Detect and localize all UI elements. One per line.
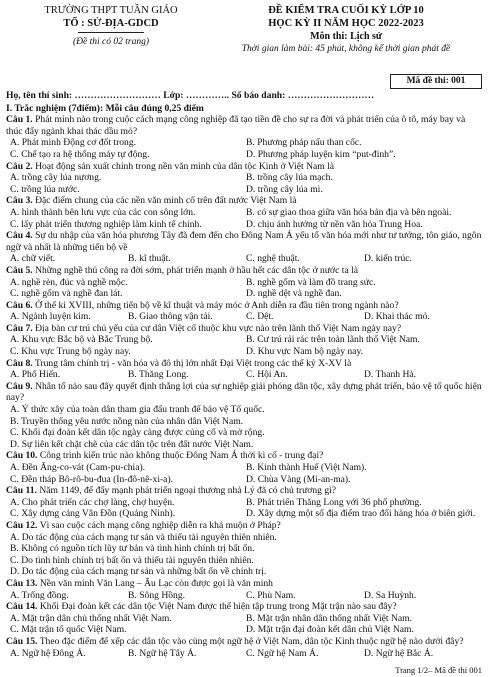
answer-option: D. chịu ảnh hưởng từ nền văn hóa Trung Hoa.	[246, 218, 423, 230]
question-5	[6, 265, 482, 277]
answer-option: B. nghề gốm và làm đồ trang sức.	[246, 276, 376, 288]
exam-subject: Môn thi: Lịch sử	[310, 31, 382, 42]
answer-row	[6, 508, 482, 520]
question-label: Câu 4.	[6, 230, 33, 242]
answer-option: B. Phát triển Thăng Long với 36 phố phường.	[246, 496, 422, 508]
answer-option: C. Khối đại đoàn kết dân tộc ngày càng được củng cố và mở rộng.	[10, 427, 265, 439]
question-9	[6, 381, 482, 404]
answer-option: C. Chế tạo ra hệ thống máy tự động.	[10, 148, 150, 160]
answer-option: D. Thanh Hà.	[364, 369, 417, 381]
exam-time: Thời gian làm bài: 45 phút, không kể thời gian phát đề	[241, 44, 451, 54]
question-text: Sự du nhập của văn hóa phương Tây đã đem đến cho Đông Nam Á yếu tố văn hóa mới như tư tưởng, tôn giáo, ngôn ngữ và nhất là những tiến bộ về	[6, 230, 482, 253]
answer-option: B. trồng cây lúa mạch.	[246, 172, 333, 184]
answer-row	[6, 613, 482, 625]
question-label: Câu 8.	[6, 357, 33, 369]
answer-option: B. Kinh thành Huế (Việt Nam).	[246, 462, 367, 473]
answer-option: D. Ngữ hệ Bắc Á.	[364, 647, 434, 659]
answer-option: C. Đền tháp Bô-rô-bu-đua (In-đô-nê-xi-a).	[10, 473, 174, 485]
answer-option: A. Mặt trận dân chủ thống nhất Việt Nam.	[10, 612, 172, 624]
answer-option: C. nghề gốm và nghề đan lát.	[10, 288, 123, 300]
answer-row	[6, 462, 482, 474]
question-label: Câu 10.	[6, 450, 38, 462]
question-14	[6, 601, 482, 613]
question-6	[6, 300, 482, 312]
question-label: Câu 6.	[6, 299, 33, 311]
answer-option: D. Mặt trận đại đoàn kết dân chủ Việt Nam.	[246, 624, 414, 636]
question-10	[6, 450, 482, 462]
exam-body	[6, 90, 482, 659]
question-7	[6, 323, 482, 335]
exam-term: HỌC KỲ II NĂM HỌC 2022-2023	[268, 18, 424, 29]
question-label: Câu 2.	[6, 160, 33, 172]
answer-option: A. Ý thức xây của toàn dân tham gia đấu tranh để bảo vệ Tổ quốc.	[10, 404, 265, 416]
header-left	[6, 4, 216, 48]
answer-row	[6, 277, 482, 289]
question-text: Trung tâm chính trị - văn hóa và đô thị lớn nhất Đại Việt trong các thế kỷ X-XV là	[34, 357, 352, 369]
question-3	[6, 195, 482, 207]
answer-row	[6, 648, 482, 660]
answer-row	[6, 219, 482, 231]
question-1	[6, 114, 482, 137]
answer-option: C. nghệ thuật.	[246, 253, 300, 265]
answer-row	[6, 207, 482, 219]
answer-option: C. Phù Nam.	[246, 589, 296, 601]
answer-option: B. Truyền thống yêu nước nồng nàn của nhân dân Việt Nam.	[10, 415, 244, 427]
answer-row	[6, 311, 482, 323]
question-13	[6, 578, 482, 590]
answer-option: B. Không có nguồn tích lũy tư bản và tình hình chính trị bất ổn.	[10, 543, 255, 555]
answer-row	[6, 497, 482, 509]
question-8	[6, 358, 482, 370]
answer-option: D. Khu vực Nam bộ ngày nay.	[246, 346, 364, 358]
question-label: Câu 13.	[6, 577, 38, 589]
answer-option: D. Khai thác mỏ.	[364, 311, 430, 323]
answer-option: C. lấy phát triển thương nghiệp làm kinh tế chính.	[10, 218, 202, 230]
question-label: Câu 14.	[6, 601, 38, 613]
answer-row	[6, 624, 482, 636]
answer-row	[6, 172, 482, 184]
answer-option: A. Ngành luyện kim.	[10, 311, 91, 323]
question-text: Phát minh nào trong cuộc cách mạng công nghiệp đã tạo tiền đề cho sự ra đời và phát triển của ô tô, máy bay và thúc đẩy ngành khai thác dầu mỏ?	[6, 114, 466, 137]
question-text: Địa bàn cư trú chủ yếu của cư dân Việt cổ thuộc khu vực nào trên lãnh thổ Việt Nam ngày nay?	[35, 322, 402, 334]
answer-option: A. Trống đồng.	[10, 589, 69, 601]
answer-option: D. trồng cây lúa mì.	[246, 183, 323, 195]
answer-option: B. Sông Hồng.	[128, 589, 186, 601]
question-12	[6, 520, 482, 532]
question-text: Vì sao cuộc cách mạng công nghiệp diễn ra khá muộn ở Pháp?	[39, 519, 281, 531]
question-label: Câu 7.	[6, 322, 33, 334]
section-heading: I. Trắc nghiệm (7điểm): Mỗi câu đúng 0,25 điểm	[6, 102, 204, 114]
answer-option: D. Do tác động của cách mạng tư sản và những bất ổn về chính trị.	[10, 566, 267, 578]
answer-option: D. Phương pháp luyện kim “put-đinh”.	[246, 148, 396, 160]
answer-option: D. nghề dệt và nghề đan.	[246, 288, 342, 300]
answer-option: C. trồng lúa nước.	[10, 183, 80, 195]
header-left-underline	[78, 32, 144, 33]
question-label: Câu 12.	[6, 519, 38, 531]
answer-row	[6, 590, 482, 602]
exam-title: ĐỀ KIỂM TRA CUỐI KỲ LỚP 10	[268, 5, 424, 16]
department-name: TỔ : SỬ-ĐỊA-GDCD	[63, 18, 159, 29]
answer-option: A. Phát minh Động cơ đốt trong.	[10, 137, 137, 149]
answer-option: B. Phương pháp nấu than cốc.	[246, 137, 362, 149]
question-text: Năm 1149, để đẩy mạnh phát triển ngoại thương nhà Lý đã có chủ trương gì?	[39, 485, 337, 497]
question-label: Câu 3.	[6, 195, 33, 207]
question-4	[6, 230, 482, 253]
answer-row	[6, 288, 482, 300]
answer-option: C. Dệt.	[246, 311, 274, 323]
question-text: Nền văn minh Văn Lang – Âu Lạc còn được gọi là văn minh	[39, 577, 273, 589]
answer-option: A. Phố Hiến.	[10, 369, 61, 381]
header-right	[210, 4, 482, 55]
answer-option: B. kĩ thuật.	[128, 253, 171, 265]
answer-option: A. hình thành bên lưu vực của các con sông lớn.	[10, 206, 196, 218]
page-footer: Trang 1/2– Mã đề thi 001	[395, 665, 482, 675]
answer-option: C. Mặt trận tổ quốc Việt Nam.	[10, 624, 127, 636]
answer-option: D. Chùa Vàng (Mi-an-ma).	[246, 473, 351, 485]
question-text: Công trình kiến trúc nào không thuộc Đông Nam Á thời kì cổ - trung đại?	[39, 450, 324, 462]
question-label: Câu 1.	[6, 114, 33, 126]
exam-header	[6, 4, 482, 84]
answer-option: A. Khu vực Bắc bộ và Bắc Trung bộ.	[10, 334, 153, 346]
answer-option: A. Đền Ăng-co-vát (Cam-pu-chia).	[10, 462, 146, 473]
answer-option: C. Hội An.	[246, 369, 288, 381]
question-label: Câu 11.	[6, 485, 37, 497]
answer-option: A. Do tác động của cách mạng tư sản và thiếu tài nguyên thiên nhiên.	[10, 531, 277, 543]
answer-option: B. Giao thông vận tải.	[128, 311, 213, 323]
answer-option: D. Sự liên kết chặt chẽ của các dân tộc trên đất nước Việt Nam.	[10, 438, 254, 450]
question-2	[6, 161, 482, 173]
question-11	[6, 485, 482, 497]
answer-row	[6, 253, 482, 265]
student-info-line: Họ, tên thí sinh: ……………………… Lớp: ………….. Số báo danh: ………………………	[6, 90, 375, 101]
question-text: Hoạt động sản xuất chính trong nền văn minh của dân tộc Kinh ở Việt Nam là	[35, 160, 335, 172]
answer-option: C. Do tình hình chính trị bất ổn và thiếu tài nguyên thiên nhiên.	[10, 554, 254, 566]
question-text: Nhân tố nào sau đây quyết định thắng lợi của sự nghiệp giải phóng dân tộc, xây dựng phát triển, bảo vệ tổ quốc hiện nay?	[6, 380, 482, 404]
answer-option: A. chữ viết.	[10, 253, 56, 265]
answer-row	[6, 184, 482, 196]
question-15	[6, 636, 482, 648]
answer-row	[6, 369, 482, 381]
answer-option: B. có sự giao thoa giữa văn hóa bản địa và bên ngoài.	[246, 206, 452, 218]
question-text: Khối Đại đoàn kết các dân tộc Việt Nam được thể hiện tập trung trong Mặt trận nào sau đây?	[39, 601, 397, 613]
answer-option: B. Cư trú rải rác trên toàn lãnh thổ Việt Nam.	[246, 334, 420, 346]
question-label: Câu 9.	[6, 380, 33, 392]
answer-option: B. Ngữ hệ Tây Á.	[128, 647, 197, 659]
answer-option: C. Khu vực Trung bộ ngày nay.	[10, 346, 131, 358]
answer-option: C. Ngữ hệ Nam Á.	[246, 647, 319, 659]
question-label: Câu 15.	[6, 635, 38, 647]
question-text: Ở thế kỉ XVIII, những tiến bộ về kĩ thuật và máy móc ở Anh diễn ra đầu tiên trong ngành nào?	[35, 299, 399, 311]
question-text: Những nghề thủ công ra đời sớm, phát triển mạnh ở hầu hết các dân tộc ở nước ta là	[35, 264, 359, 276]
answer-option: A. nghề rèn, đúc và nghề mộc.	[10, 276, 128, 288]
answer-row	[6, 137, 482, 149]
question-label: Câu 5.	[6, 264, 33, 276]
question-text: Theo đặc điểm để xếp các dân tộc vào cùng một ngữ hệ ở Việt Nam, dân tộc Kinh thuộc ngữ hệ nào dưới đây?	[39, 635, 464, 647]
school-name: TRƯỜNG THPT TUẦN GIÁO	[44, 5, 178, 16]
answer-row	[6, 149, 482, 161]
answer-row	[6, 346, 482, 358]
exam-code-box: Mã đề thi: 001	[390, 74, 482, 89]
pages-note: (Đề thi có 02 trang)	[73, 37, 149, 47]
answer-option: A. trồng cây lúa nương.	[10, 172, 102, 184]
answer-row	[6, 474, 482, 486]
answer-option: C. Xây dựng cảng Vân Đồn (Quảng Ninh).	[10, 508, 176, 520]
answer-row	[6, 334, 482, 346]
answer-option: A. Ngữ hệ Đông Á.	[10, 647, 86, 659]
answer-option: D. Xây dựng một số địa điểm trao đổi hàng hóa ở biên giới.	[246, 508, 476, 520]
answer-option: D. Sa Huỳnh.	[364, 589, 417, 601]
answer-option: A. Cho phát triển các chợ làng, chợ huyện.	[10, 496, 175, 508]
question-text: Đặc điểm chung của các nền văn minh cổ trên đất nước Việt Nam là	[35, 195, 297, 207]
answer-option: B. Thăng Long.	[128, 369, 189, 381]
answer-option: D. kiến trúc.	[364, 253, 412, 265]
answer-option: B. Mặt trận nhân dân thống nhất Việt Nam.	[246, 612, 413, 624]
